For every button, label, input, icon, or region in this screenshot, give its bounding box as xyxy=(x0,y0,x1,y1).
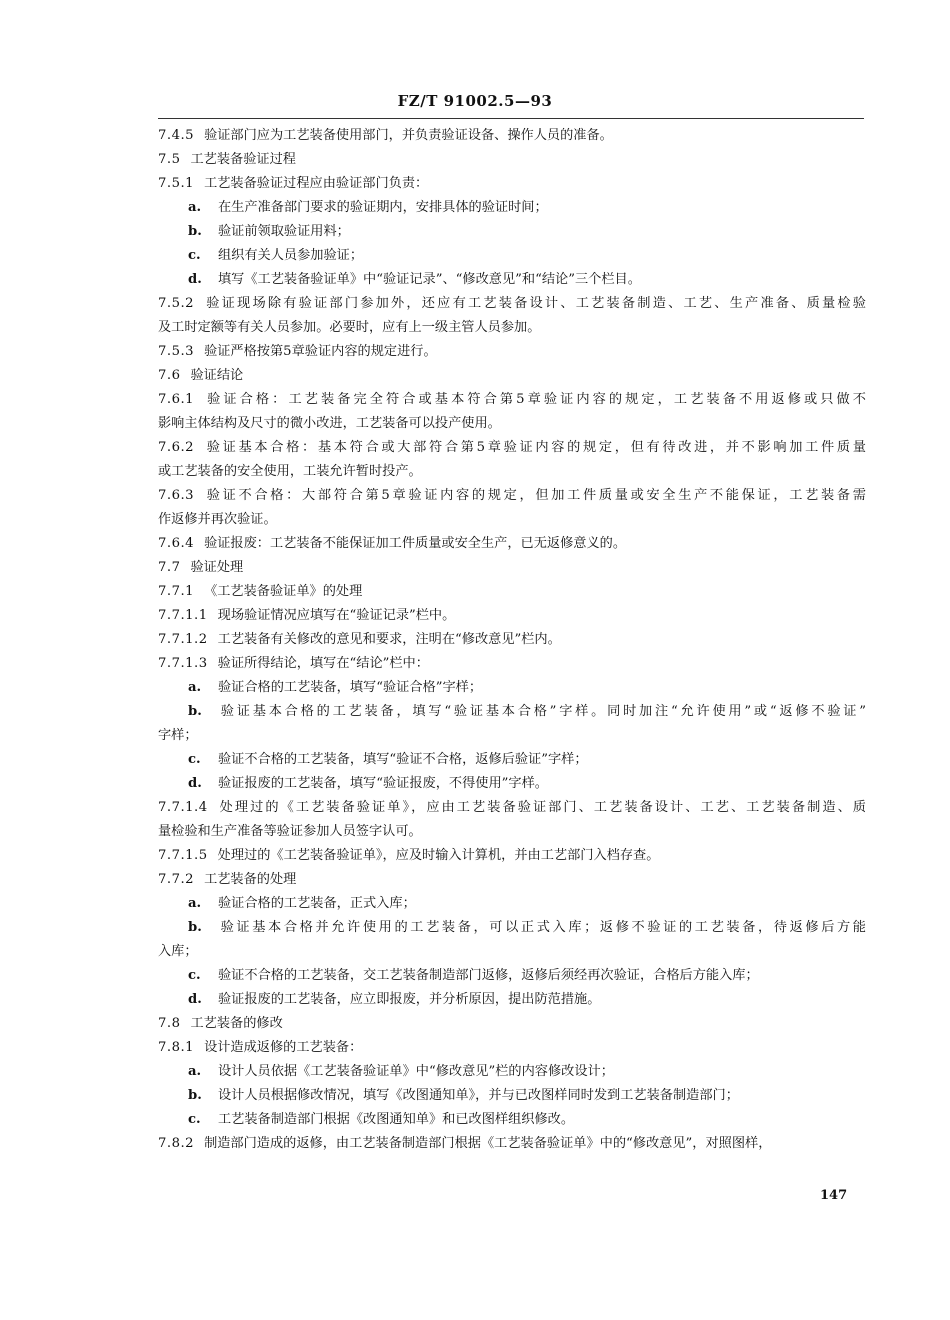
list-item xyxy=(158,196,866,220)
clause-text: 设计人员依据《工艺装备验证单》中“修改意见”栏的内容修改设计； xyxy=(218,1064,614,1079)
list-item-label: c. xyxy=(188,248,201,263)
clause xyxy=(158,868,866,892)
list-item xyxy=(158,772,866,796)
clause xyxy=(158,652,866,676)
list-item-label: c. xyxy=(188,752,201,767)
clause-number: 7.4.5 xyxy=(158,128,195,143)
clause-number: 7.5 xyxy=(158,152,181,167)
header-rule xyxy=(158,118,864,119)
clause xyxy=(158,1036,866,1060)
list-item-label: a. xyxy=(188,680,202,695)
clause-continuation: 入库； xyxy=(158,944,198,959)
list-item-label: d. xyxy=(188,992,202,1007)
clause-text: 《工艺装备验证单》的处理 xyxy=(204,584,363,599)
clause-text: 验证基本合格的工艺装备，填写“验证基本合格”字样。同时加注“允许使用”或“返修不验证” xyxy=(218,704,866,719)
clause-number: 7.6 xyxy=(158,368,181,383)
list-item xyxy=(158,964,866,988)
list-item xyxy=(158,1084,866,1108)
clause xyxy=(158,484,866,508)
list-item-label: b. xyxy=(188,920,202,935)
clause-text: 组织有关人员参加验证； xyxy=(218,248,364,263)
list-item-label: b. xyxy=(188,224,202,239)
clause-text: 填写《工艺装备验证单》中“验证记录”、“修改意见”和“结论”三个栏目。 xyxy=(218,272,641,287)
clause-number: 7.7.1.3 xyxy=(158,656,208,671)
clause-text: 验证部门应为工艺装备使用部门，并负责验证设备、操作人员的准备。 xyxy=(204,128,613,143)
list-item xyxy=(158,220,866,244)
clause-text: 工艺装备制造部门根据《改图通知单》和已改图样组织修改。 xyxy=(218,1112,575,1127)
clause-text: 验证处理 xyxy=(190,560,244,575)
list-item-label: a. xyxy=(188,1064,202,1079)
clause xyxy=(158,388,866,412)
clause-text: 现场验证情况应填写在“验证记录”栏中。 xyxy=(217,608,456,623)
clause xyxy=(158,604,866,628)
clause-text: 设计造成返修的工艺装备： xyxy=(204,1040,363,1055)
clause-number: 7.7.2 xyxy=(158,872,195,887)
section-heading xyxy=(158,148,866,172)
clause-continuation: 量检验和生产准备等验证参加人员签字认可。 xyxy=(158,824,422,839)
clause-text: 验证所得结论，填写在“结论”栏中： xyxy=(217,656,429,671)
list-item-label: a. xyxy=(188,200,202,215)
clause-text: 验证不合格：大部符合第5章验证内容的规定，但加工件质量或安全生产不能保证，工艺装备需 xyxy=(204,488,866,503)
standard-code-header: FZ/T 91002.5—93 xyxy=(397,92,553,110)
list-item-label: d. xyxy=(188,272,202,287)
clause-text: 验证严格按第5章验证内容的规定进行。 xyxy=(204,344,437,359)
clause-text: 制造部门造成的返修，由工艺装备制造部门根据《工艺装备验证单》中的“修改意见”，对照图样， xyxy=(204,1136,772,1151)
clause-number: 7.7 xyxy=(158,560,181,575)
clause-text: 设计人员根据修改情况，填写《改图通知单》，并与已改图样同时发到工艺装备制造部门； xyxy=(218,1088,739,1103)
list-item-label: c. xyxy=(188,968,201,983)
clause-continuation: 影响主体结构及尺寸的微小改进，工艺装备可以投产使用。 xyxy=(158,416,501,431)
list-item xyxy=(158,1108,866,1132)
clause-text: 验证不合格的工艺装备，填写“验证不合格，返修后验证”字样； xyxy=(218,752,588,767)
clause-text: 验证报废的工艺装备，应立即报废，并分析原因，提出防范措施。 xyxy=(218,992,601,1007)
clause-number: 7.7.1.5 xyxy=(158,848,208,863)
clause xyxy=(158,436,866,460)
clause xyxy=(158,124,866,148)
clause-text: 处理过的《工艺装备验证单》，应由工艺装备验证部门、工艺装备设计、工艺、工艺装备制造、质 xyxy=(217,800,866,815)
clause-text: 工艺装备的处理 xyxy=(204,872,297,887)
clause-number: 7.6.4 xyxy=(158,536,195,551)
clause-continuation: 及工时定额等有关人员参加。必要时，应有上一级主管人员参加。 xyxy=(158,320,541,335)
clause-text: 验证不合格的工艺装备，交工艺装备制造部门返修，返修后须经再次验证，合格后方能入库； xyxy=(218,968,759,983)
clause-text: 验证报废：工艺装备不能保证加工件质量或安全生产，已无返修意义的。 xyxy=(204,536,627,551)
list-item-label: b. xyxy=(188,1088,202,1103)
clause xyxy=(158,292,866,316)
clause-number: 7.5.3 xyxy=(158,344,195,359)
clause xyxy=(158,340,866,364)
list-item xyxy=(158,892,866,916)
clause-continuation: 或工艺装备的安全使用，工装允许暂时投产。 xyxy=(158,464,422,479)
clause xyxy=(158,580,866,604)
clause-number: 7.8 xyxy=(158,1016,181,1031)
clause-number: 7.6.3 xyxy=(158,488,195,503)
clause-text: 工艺装备验证过程 xyxy=(190,152,296,167)
clause xyxy=(158,796,866,820)
clause-number: 7.7.1 xyxy=(158,584,195,599)
clause-number: 7.6.2 xyxy=(158,440,195,455)
clause-text: 验证结论 xyxy=(190,368,244,383)
list-item xyxy=(158,268,866,292)
clause-text: 验证现场除有验证部门参加外，还应有工艺装备设计、工艺装备制造、工艺、生产准备、质量检验 xyxy=(204,296,866,311)
clause-text: 验证基本合格：基本符合或大部符合第5章验证内容的规定，但有待改进，并不影响加工件质量 xyxy=(204,440,866,455)
clause xyxy=(158,1132,866,1156)
clause xyxy=(158,844,866,868)
clause-continuation: 作返修并再次验证。 xyxy=(158,512,277,527)
list-item-label: a. xyxy=(188,896,202,911)
section-heading xyxy=(158,1012,866,1036)
list-item xyxy=(158,676,866,700)
clause-number: 7.7.1.2 xyxy=(158,632,208,647)
clause xyxy=(158,532,866,556)
clause-text: 工艺装备的修改 xyxy=(190,1016,283,1031)
list-item xyxy=(158,700,866,724)
section-heading xyxy=(158,556,866,580)
page-number: 147 xyxy=(820,1188,848,1203)
clause-number: 7.7.1.1 xyxy=(158,608,208,623)
clause-text: 验证基本合格并允许使用的工艺装备，可以正式入库；返修不验证的工艺装备，待返修后方能 xyxy=(218,920,866,935)
clause-text: 验证前领取验证用料； xyxy=(218,224,350,239)
clause-text: 验证合格：工艺装备完全符合或基本符合第5章验证内容的规定，工艺装备不用返修或只做不 xyxy=(204,392,866,407)
clause-text: 处理过的《工艺装备验证单》，应及时输入计算机，并由工艺部门入档存查。 xyxy=(217,848,660,863)
clause-number: 7.5.1 xyxy=(158,176,195,191)
clause-text: 工艺装备有关修改的意见和要求，注明在“修改意见”栏内。 xyxy=(217,632,561,647)
clause-text: 验证合格的工艺装备，填写“验证合格”字样； xyxy=(218,680,483,695)
list-item xyxy=(158,1060,866,1084)
clause-number: 7.5.2 xyxy=(158,296,195,311)
list-item-label: d. xyxy=(188,776,202,791)
clause-text: 验证报废的工艺装备，填写“验证报废，不得使用”字样。 xyxy=(218,776,548,791)
clause-text: 在生产准备部门要求的验证期内，安排具体的验证时间； xyxy=(218,200,548,215)
list-item xyxy=(158,988,866,1012)
clause-number: 7.6.1 xyxy=(158,392,195,407)
clause xyxy=(158,172,866,196)
clause xyxy=(158,628,866,652)
clause-continuation: 字样； xyxy=(158,728,198,743)
clause-number: 7.7.1.4 xyxy=(158,800,208,815)
clause-number: 7.8.2 xyxy=(158,1136,195,1151)
clause-text: 验证合格的工艺装备，正式入库； xyxy=(218,896,416,911)
list-item-label: b. xyxy=(188,704,202,719)
list-item xyxy=(158,916,866,940)
list-item xyxy=(158,748,866,772)
clause-text: 工艺装备验证过程应由验证部门负责： xyxy=(204,176,429,191)
document-body xyxy=(158,124,866,1156)
list-item xyxy=(158,244,866,268)
section-heading xyxy=(158,364,866,388)
list-item-label: c. xyxy=(188,1112,201,1127)
clause-number: 7.8.1 xyxy=(158,1040,195,1055)
